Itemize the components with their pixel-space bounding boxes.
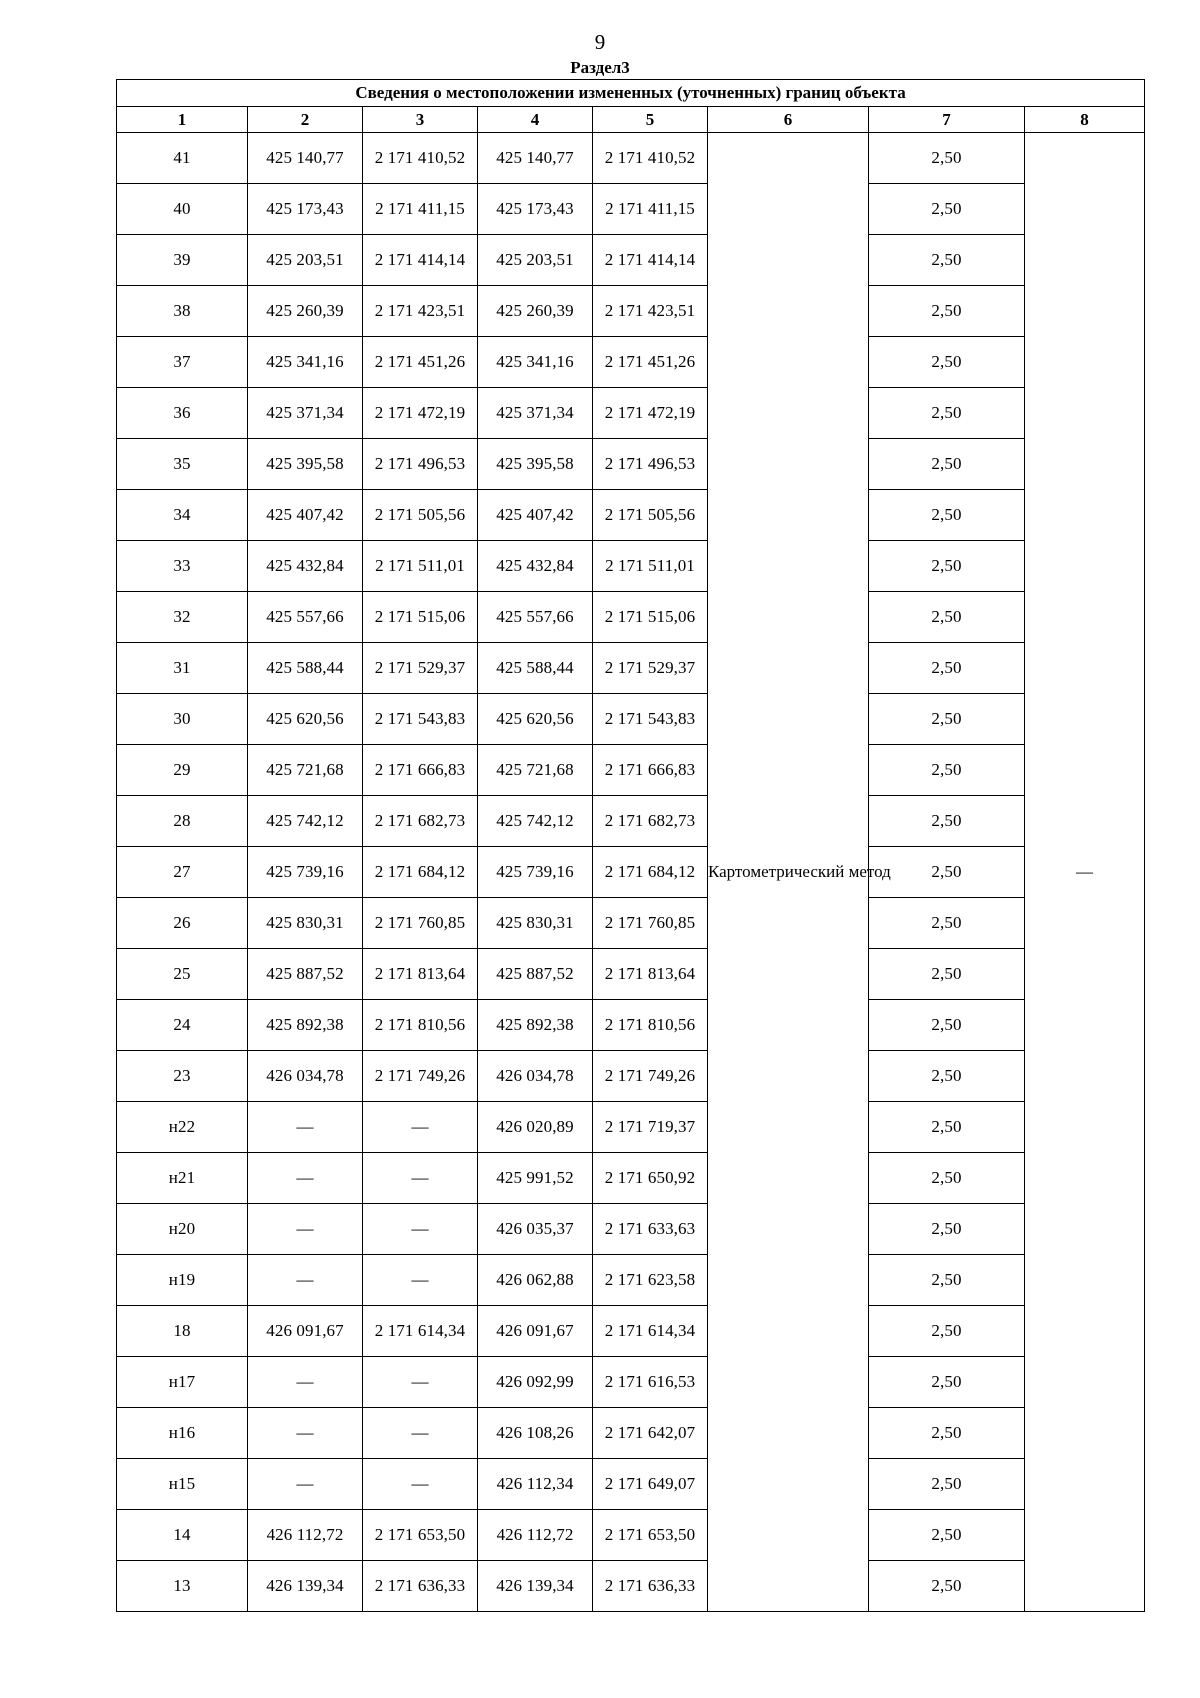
accuracy-cell: 2,50: [869, 1459, 1025, 1510]
point-number-cell: 30: [117, 694, 248, 745]
x-old-cell: 425 892,38: [248, 1000, 363, 1051]
x-old-cell: 425 260,39: [248, 286, 363, 337]
x-old-cell: 425 395,58: [248, 439, 363, 490]
x-old-cell: 425 203,51: [248, 235, 363, 286]
x-old-cell: —: [248, 1153, 363, 1204]
accuracy-cell: 2,50: [869, 745, 1025, 796]
table-row: [117, 235, 1145, 286]
column-number-5: 5: [593, 107, 708, 133]
point-number-cell: н15: [117, 1459, 248, 1510]
y-old-cell: 2 171 543,83: [363, 694, 478, 745]
point-number-cell: н20: [117, 1204, 248, 1255]
y-new-cell: 2 171 684,12: [593, 847, 708, 898]
column-number-row: [117, 107, 1145, 133]
x-old-cell: —: [248, 1255, 363, 1306]
point-number-cell: 40: [117, 184, 248, 235]
y-new-cell: 2 171 472,19: [593, 388, 708, 439]
accuracy-cell: 2,50: [869, 1000, 1025, 1051]
x-new-cell: 425 742,12: [478, 796, 593, 847]
y-old-cell: 2 171 529,37: [363, 643, 478, 694]
y-old-cell: 2 171 410,52: [363, 133, 478, 184]
y-new-cell: 2 171 653,50: [593, 1510, 708, 1561]
x-new-cell: 425 432,84: [478, 541, 593, 592]
point-number-cell: н21: [117, 1153, 248, 1204]
y-new-cell: 2 171 650,92: [593, 1153, 708, 1204]
accuracy-cell: 2,50: [869, 1306, 1025, 1357]
accuracy-cell: 2,50: [869, 1408, 1025, 1459]
x-new-cell: 426 092,99: [478, 1357, 593, 1408]
accuracy-cell: 2,50: [869, 1204, 1025, 1255]
y-old-cell: —: [363, 1102, 478, 1153]
table-row: [117, 439, 1145, 490]
point-number-cell: 35: [117, 439, 248, 490]
accuracy-cell: 2,50: [869, 439, 1025, 490]
y-old-cell: 2 171 411,15: [363, 184, 478, 235]
y-old-cell: 2 171 423,51: [363, 286, 478, 337]
accuracy-cell: 2,50: [869, 949, 1025, 1000]
section-title: Раздел3: [570, 58, 630, 77]
x-new-cell: 426 112,72: [478, 1510, 593, 1561]
x-new-cell: 426 035,37: [478, 1204, 593, 1255]
point-number-cell: 31: [117, 643, 248, 694]
accuracy-cell: 2,50: [869, 847, 1025, 898]
y-old-cell: 2 171 760,85: [363, 898, 478, 949]
y-old-cell: —: [363, 1255, 478, 1306]
y-new-cell: 2 171 719,37: [593, 1102, 708, 1153]
accuracy-cell: 2,50: [869, 337, 1025, 388]
table-row: [117, 643, 1145, 694]
x-new-cell: 426 062,88: [478, 1255, 593, 1306]
point-number-cell: 24: [117, 1000, 248, 1051]
x-old-cell: —: [248, 1459, 363, 1510]
y-old-cell: 2 171 684,12: [363, 847, 478, 898]
table-row: [117, 745, 1145, 796]
x-new-cell: 425 739,16: [478, 847, 593, 898]
method-cell: Картометрический метод: [708, 133, 869, 1612]
y-old-cell: 2 171 810,56: [363, 1000, 478, 1051]
x-old-cell: 425 588,44: [248, 643, 363, 694]
accuracy-cell: 2,50: [869, 1255, 1025, 1306]
accuracy-cell: 2,50: [869, 1357, 1025, 1408]
y-new-cell: 2 171 666,83: [593, 745, 708, 796]
point-number-cell: 27: [117, 847, 248, 898]
page-number: 9: [594, 30, 606, 54]
accuracy-cell: 2,50: [869, 1051, 1025, 1102]
table-row: [117, 898, 1145, 949]
x-new-cell: 425 887,52: [478, 949, 593, 1000]
x-new-cell: 425 260,39: [478, 286, 593, 337]
column-number-2: 2: [248, 107, 363, 133]
table-row: [117, 1204, 1145, 1255]
y-old-cell: 2 171 511,01: [363, 541, 478, 592]
column-number-3: 3: [363, 107, 478, 133]
accuracy-cell: 2,50: [869, 286, 1025, 337]
x-old-cell: —: [248, 1102, 363, 1153]
y-old-cell: 2 171 813,64: [363, 949, 478, 1000]
y-new-cell: 2 171 410,52: [593, 133, 708, 184]
x-new-cell: 426 108,26: [478, 1408, 593, 1459]
table-row: [117, 796, 1145, 847]
point-number-cell: 37: [117, 337, 248, 388]
accuracy-cell: 2,50: [869, 1153, 1025, 1204]
table-row: [117, 184, 1145, 235]
accuracy-cell: 2,50: [869, 490, 1025, 541]
table-row: [117, 949, 1145, 1000]
point-number-cell: 33: [117, 541, 248, 592]
y-old-cell: 2 171 451,26: [363, 337, 478, 388]
column-number-4: 4: [478, 107, 593, 133]
column-number-1: 1: [117, 107, 248, 133]
x-new-cell: 425 341,16: [478, 337, 593, 388]
y-new-cell: 2 171 636,33: [593, 1561, 708, 1612]
x-new-cell: 426 034,78: [478, 1051, 593, 1102]
y-old-cell: 2 171 515,06: [363, 592, 478, 643]
y-new-cell: 2 171 614,34: [593, 1306, 708, 1357]
accuracy-cell: 2,50: [869, 592, 1025, 643]
point-number-cell: 32: [117, 592, 248, 643]
table-row: [117, 1357, 1145, 1408]
table-row: [117, 592, 1145, 643]
x-new-cell: 426 091,67: [478, 1306, 593, 1357]
x-old-cell: 425 721,68: [248, 745, 363, 796]
y-new-cell: 2 171 543,83: [593, 694, 708, 745]
y-new-cell: 2 171 813,64: [593, 949, 708, 1000]
point-number-cell: 13: [117, 1561, 248, 1612]
table-row: [117, 1459, 1145, 1510]
point-number-cell: 23: [117, 1051, 248, 1102]
y-old-cell: 2 171 682,73: [363, 796, 478, 847]
x-old-cell: —: [248, 1408, 363, 1459]
x-old-cell: 425 371,34: [248, 388, 363, 439]
x-old-cell: 425 173,43: [248, 184, 363, 235]
accuracy-cell: 2,50: [869, 388, 1025, 439]
x-old-cell: 426 139,34: [248, 1561, 363, 1612]
x-old-cell: —: [248, 1357, 363, 1408]
y-old-cell: 2 171 749,26: [363, 1051, 478, 1102]
note-cell: —: [1025, 133, 1145, 1612]
boundary-coordinates-table: [116, 79, 1145, 1612]
accuracy-cell: 2,50: [869, 898, 1025, 949]
x-old-cell: 425 620,56: [248, 694, 363, 745]
point-number-cell: н22: [117, 1102, 248, 1153]
y-new-cell: 2 171 642,07: [593, 1408, 708, 1459]
point-number-cell: н19: [117, 1255, 248, 1306]
x-new-cell: 425 557,66: [478, 592, 593, 643]
point-number-cell: 41: [117, 133, 248, 184]
y-new-cell: 2 171 423,51: [593, 286, 708, 337]
x-new-cell: 425 830,31: [478, 898, 593, 949]
y-new-cell: 2 171 760,85: [593, 898, 708, 949]
y-new-cell: 2 171 810,56: [593, 1000, 708, 1051]
x-old-cell: 425 140,77: [248, 133, 363, 184]
x-old-cell: 426 112,72: [248, 1510, 363, 1561]
table-row: [117, 388, 1145, 439]
table-row: [117, 286, 1145, 337]
table-row: [117, 1153, 1145, 1204]
accuracy-cell: 2,50: [869, 694, 1025, 745]
table-row: [117, 694, 1145, 745]
column-number-7: 7: [869, 107, 1025, 133]
y-new-cell: 2 171 515,06: [593, 592, 708, 643]
point-number-cell: 25: [117, 949, 248, 1000]
x-old-cell: 425 887,52: [248, 949, 363, 1000]
x-old-cell: 425 407,42: [248, 490, 363, 541]
x-new-cell: 425 620,56: [478, 694, 593, 745]
table-row: [117, 1306, 1145, 1357]
y-new-cell: 2 171 649,07: [593, 1459, 708, 1510]
point-number-cell: 18: [117, 1306, 248, 1357]
y-new-cell: 2 171 633,63: [593, 1204, 708, 1255]
x-new-cell: 426 139,34: [478, 1561, 593, 1612]
y-old-cell: 2 171 666,83: [363, 745, 478, 796]
table-row: [117, 133, 1145, 184]
x-new-cell: 425 588,44: [478, 643, 593, 694]
x-new-cell: 425 173,43: [478, 184, 593, 235]
y-old-cell: 2 171 472,19: [363, 388, 478, 439]
table-row: [117, 1000, 1145, 1051]
table-row: [117, 1561, 1145, 1612]
y-new-cell: 2 171 749,26: [593, 1051, 708, 1102]
y-new-cell: 2 171 511,01: [593, 541, 708, 592]
point-number-cell: 28: [117, 796, 248, 847]
y-old-cell: 2 171 414,14: [363, 235, 478, 286]
y-new-cell: 2 171 451,26: [593, 337, 708, 388]
table-caption: Сведения о местоположении измененных (уточненных) границ объекта: [117, 80, 1145, 107]
y-new-cell: 2 171 414,14: [593, 235, 708, 286]
x-new-cell: 426 020,89: [478, 1102, 593, 1153]
x-new-cell: 425 721,68: [478, 745, 593, 796]
y-old-cell: —: [363, 1459, 478, 1510]
x-new-cell: 425 892,38: [478, 1000, 593, 1051]
table-row: [117, 541, 1145, 592]
y-old-cell: 2 171 653,50: [363, 1510, 478, 1561]
column-number-8: 8: [1025, 107, 1145, 133]
x-new-cell: 425 395,58: [478, 439, 593, 490]
y-old-cell: —: [363, 1357, 478, 1408]
x-old-cell: 425 830,31: [248, 898, 363, 949]
x-new-cell: 426 112,34: [478, 1459, 593, 1510]
point-number-cell: 36: [117, 388, 248, 439]
y-old-cell: 2 171 505,56: [363, 490, 478, 541]
x-new-cell: 425 140,77: [478, 133, 593, 184]
x-new-cell: 425 371,34: [478, 388, 593, 439]
y-new-cell: 2 171 411,15: [593, 184, 708, 235]
point-number-cell: 39: [117, 235, 248, 286]
y-old-cell: 2 171 614,34: [363, 1306, 478, 1357]
point-number-cell: н17: [117, 1357, 248, 1408]
y-old-cell: 2 171 636,33: [363, 1561, 478, 1612]
point-number-cell: 38: [117, 286, 248, 337]
y-old-cell: —: [363, 1408, 478, 1459]
accuracy-cell: 2,50: [869, 1561, 1025, 1612]
table-row: [117, 337, 1145, 388]
accuracy-cell: 2,50: [869, 643, 1025, 694]
table-row: [117, 1051, 1145, 1102]
column-number-6: 6: [708, 107, 869, 133]
table-body: [117, 133, 1145, 1612]
y-new-cell: 2 171 505,56: [593, 490, 708, 541]
accuracy-cell: 2,50: [869, 133, 1025, 184]
x-old-cell: 426 034,78: [248, 1051, 363, 1102]
y-new-cell: 2 171 623,58: [593, 1255, 708, 1306]
y-new-cell: 2 171 529,37: [593, 643, 708, 694]
y-old-cell: —: [363, 1204, 478, 1255]
accuracy-cell: 2,50: [869, 1102, 1025, 1153]
y-old-cell: 2 171 496,53: [363, 439, 478, 490]
accuracy-cell: 2,50: [869, 541, 1025, 592]
point-number-cell: 14: [117, 1510, 248, 1561]
table-row: [117, 490, 1145, 541]
x-new-cell: 425 991,52: [478, 1153, 593, 1204]
table-row: [117, 1510, 1145, 1561]
x-old-cell: 425 742,12: [248, 796, 363, 847]
y-new-cell: 2 171 616,53: [593, 1357, 708, 1408]
table-row: [117, 1408, 1145, 1459]
table-row: [117, 1255, 1145, 1306]
point-number-cell: н16: [117, 1408, 248, 1459]
y-new-cell: 2 171 496,53: [593, 439, 708, 490]
x-new-cell: 425 203,51: [478, 235, 593, 286]
accuracy-cell: 2,50: [869, 796, 1025, 847]
x-old-cell: 425 739,16: [248, 847, 363, 898]
point-number-cell: 26: [117, 898, 248, 949]
x-old-cell: 425 432,84: [248, 541, 363, 592]
x-new-cell: 425 407,42: [478, 490, 593, 541]
x-old-cell: 426 091,67: [248, 1306, 363, 1357]
accuracy-cell: 2,50: [869, 235, 1025, 286]
table-row: [117, 847, 1145, 898]
point-number-cell: 29: [117, 745, 248, 796]
x-old-cell: —: [248, 1204, 363, 1255]
y-new-cell: 2 171 682,73: [593, 796, 708, 847]
accuracy-cell: 2,50: [869, 184, 1025, 235]
table-row: [117, 1102, 1145, 1153]
accuracy-cell: 2,50: [869, 1510, 1025, 1561]
point-number-cell: 34: [117, 490, 248, 541]
y-old-cell: —: [363, 1153, 478, 1204]
x-old-cell: 425 341,16: [248, 337, 363, 388]
x-old-cell: 425 557,66: [248, 592, 363, 643]
